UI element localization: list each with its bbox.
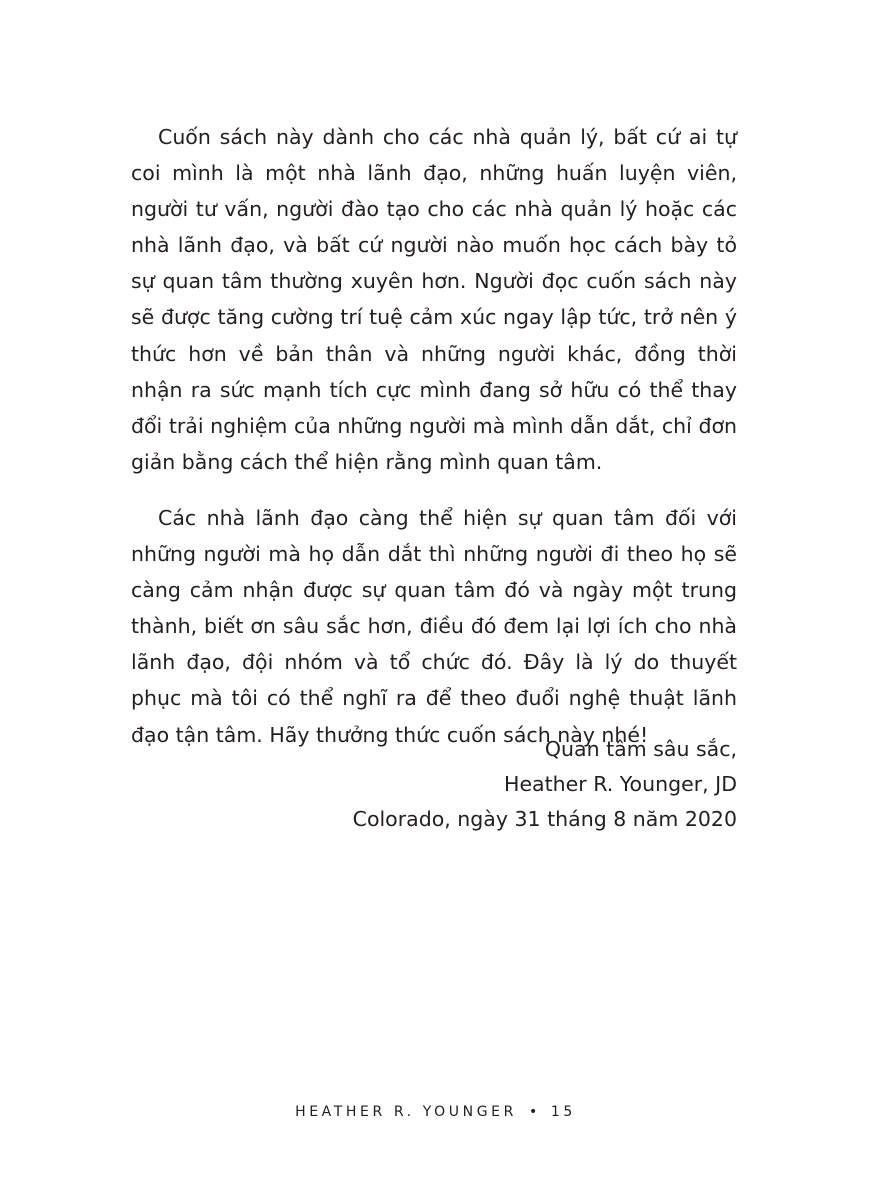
footer-separator: • bbox=[528, 1104, 541, 1120]
paragraph-1: Cuốn sách này dành cho các nhà quản lý, bất cứ ai tự coi mình là một nhà lãnh đạo, những huấn luyện viên, người tư vấn, người đào tạo cho các nhà quản lý hoặc các nhà lãnh đạo, và bất cứ người nào muốn học cách bày tỏ sự quan tâm thường xuyên hơn. Người đọc cuốn sách này sẽ được tăng cường trí tuệ cảm xúc ngay lập tức, trở nên ý thức hơn về bản thân và những người khác, đồng thời nhận ra sức mạnh tích cực mình đang sở hữu có thể thay đổi trải nghiệm của những người mà mình dẫn dắt, chỉ đơn giản bằng cách thể hiện rằng mình quan tâm. bbox=[131, 125, 737, 474]
page-footer bbox=[0, 1104, 871, 1120]
signature-name: Heather R. Younger, JD bbox=[504, 772, 737, 796]
signature-block bbox=[353, 732, 737, 837]
page-number: 15 bbox=[550, 1104, 576, 1120]
footer-author: HEATHER R. YOUNGER bbox=[295, 1104, 517, 1120]
paragraph-2: Các nhà lãnh đạo càng thể hiện sự quan tâm đối với những người mà họ dẫn dắt thì những người đi theo họ sẽ càng cảm nhận được sự quan tâm đó và ngày một trung thành, biết ơn sâu sắc hơn, điều đó đem lại lợi ích cho nhà lãnh đạo, đội nhóm và tổ chức đó. Đây là lý do thuyết phục mà tôi có thể nghĩ ra để theo đuổi nghệ thuật lãnh đạo tận tâm. Hãy thưởng thức cuốn sách này nhé! bbox=[131, 505, 737, 747]
signature-place-date: Colorado, ngày 31 tháng 8 năm 2020 bbox=[352, 807, 737, 831]
body-text bbox=[131, 119, 737, 753]
signature-closing: Quan tâm sâu sắc, bbox=[544, 737, 737, 761]
